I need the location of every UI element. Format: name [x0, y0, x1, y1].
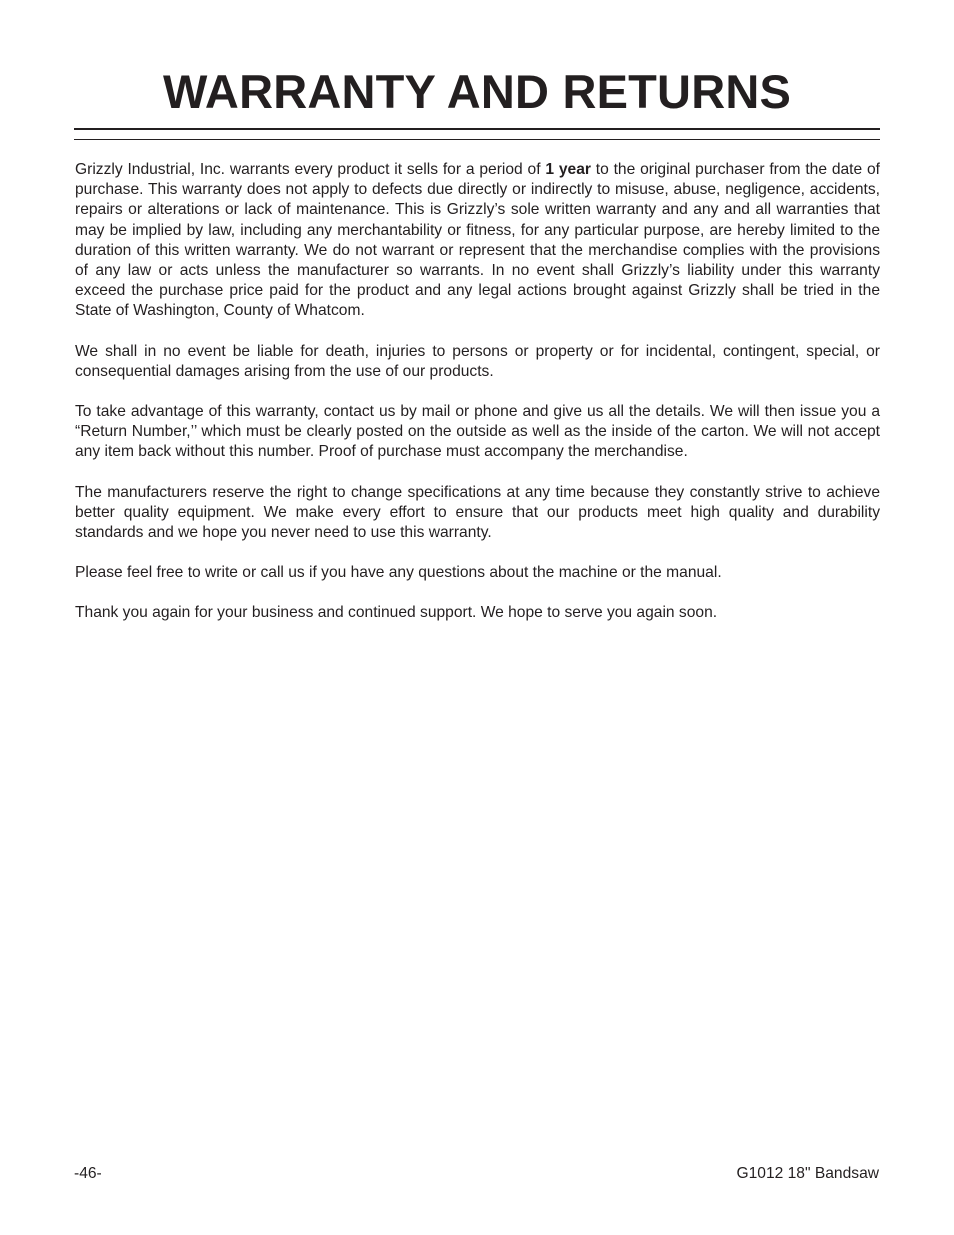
thank-you-paragraph: Thank you again for your business and continued support. We hope to serve you again soon. — [75, 604, 718, 622]
warranty-paragraph — [75, 160, 880, 322]
title-rule-thin — [74, 139, 880, 140]
warranty-period: 1 year — [545, 161, 591, 178]
warranty-body — [75, 160, 880, 644]
page-title: WARRANTY AND RETURNS — [162, 65, 792, 118]
return-paragraph: To take advantage of this warranty, contact us by mail or phone and give us all the details. We will then issue you a “Return Number,’’ which must be clearly posted on the outside as well as the inside of the carton. We will not accept any item back without this number. Proof of purchase must accompany the merchandise. — [75, 403, 880, 461]
liability-paragraph: We shall in no event be liable for death, injuries to persons or property or for incidental, contingent, special, or consequential damages arising from the use of our products. — [75, 342, 880, 380]
contact-paragraph: Please feel free to write or call us if you have any questions about the machine or the manual. — [75, 564, 722, 582]
title-rule-thick — [74, 128, 880, 130]
warranty-paragraph-intro: Grizzly Industrial, Inc. warrants every product it sells for a period of — [75, 161, 546, 178]
page-number: -46- — [74, 1165, 102, 1182]
warranty-paragraph-rest: to the original purchaser from the date of purchase. This warranty does not apply to defects due directly or indirectly to misuse, abuse, negligence, accidents, repairs or alterations or lack of maintenance. This is Grizzly’s sole written warranty and any and all warranties that may be implied by law, including any merchantability or fitness, for any particular purpose, are hereby limited to the duration of this written warranty. We do not warrant or represent that the merchandise complies with the provisions of any law or acts unless the manufacturer so warrants. In no event shall Grizzly’s liability under this warranty exceed the purchase price paid for the product and any legal actions brought against Grizzly shall be tried in the State of Washington, County of Whatcom. — [75, 161, 880, 320]
model-name: G1012 18" Bandsaw — [736, 1165, 879, 1182]
specifications-paragraph: The manufacturers reserve the right to change specifications at any time because they constantly strive to achieve better quality equipment. We make every effort to ensure that our products meet high quality and durability standards and we hope you never need to use this warranty. — [75, 483, 880, 542]
